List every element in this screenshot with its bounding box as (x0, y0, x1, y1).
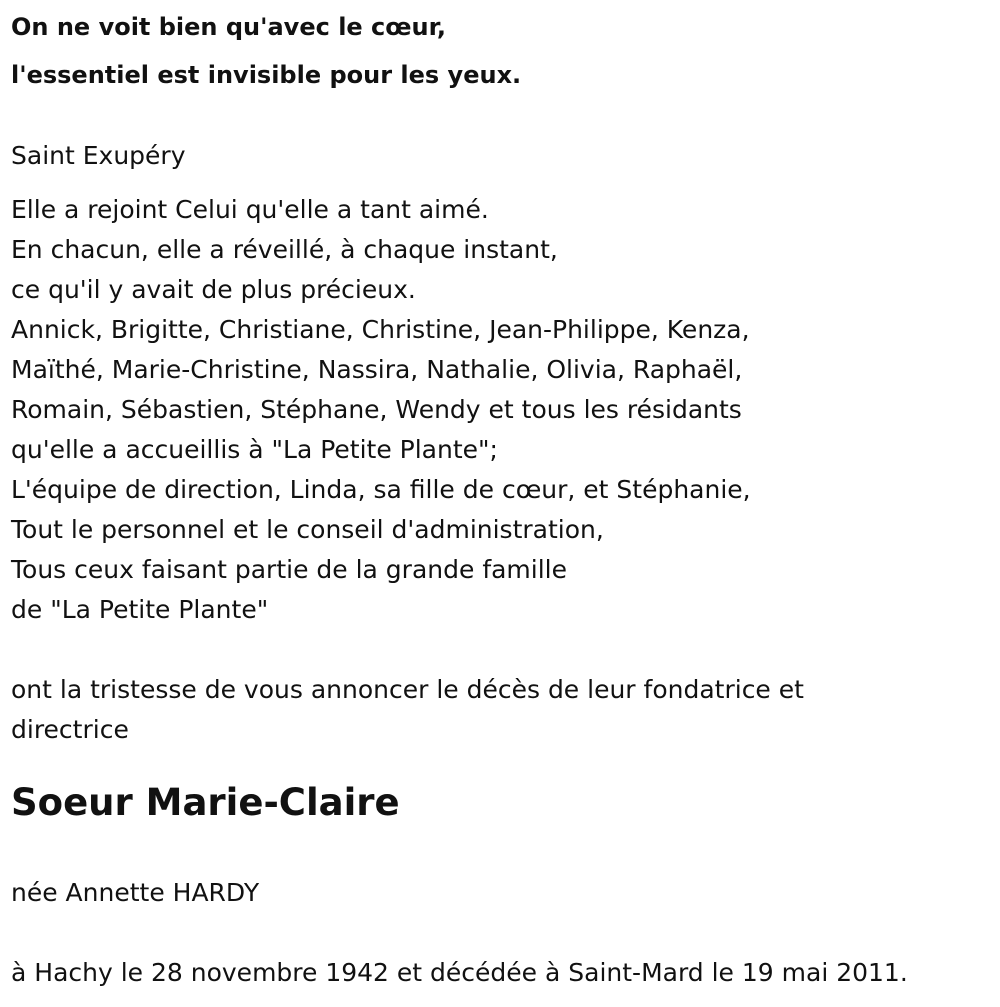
body-line: Romain, Sébastien, Stéphane, Wendy et tous les résidants (11, 395, 742, 424)
quote-line-1: On ne voit bien qu'avec le cœur, (11, 13, 447, 41)
deceased-name: Soeur Marie-Claire (11, 781, 400, 824)
quote-line-2: l'essentiel est invisible pour les yeux. (11, 61, 522, 89)
body-line: Tous ceux faisant partie de la grande famille (11, 555, 568, 584)
body-line: qu'elle a accueillis à "La Petite Plante"; (11, 435, 498, 464)
body-line: Tout le personnel et le conseil d'administration, (11, 515, 604, 544)
body-line: Maïthé, Marie-Christine, Nassira, Nathalie, Olivia, Raphaël, (11, 355, 743, 384)
quote-author: Saint Exupéry (11, 141, 186, 170)
birth-name: née Annette HARDY (11, 878, 260, 907)
body-line: L'équipe de direction, Linda, sa fille de cœur, et Stéphanie, (11, 475, 751, 504)
birth-death-dates: à Hachy le 28 novembre 1942 et décédée à Saint-Mard le 19 mai 2011. (11, 958, 908, 987)
body-line: Annick, Brigitte, Christiane, Christine, Jean-Philippe, Kenza, (11, 315, 750, 344)
body-line: Elle a rejoint Celui qu'elle a tant aimé. (11, 195, 489, 224)
announcement-text: ont la tristesse de vous annoncer le décès de leur fondatrice et directrice (11, 675, 804, 744)
body-line: En chacun, elle a réveillé, à chaque instant, (11, 235, 558, 264)
body-line: de "La Petite Plante" (11, 595, 269, 624)
notice-body (11, 190, 751, 630)
body-line: ce qu'il y avait de plus précieux. (11, 275, 416, 304)
